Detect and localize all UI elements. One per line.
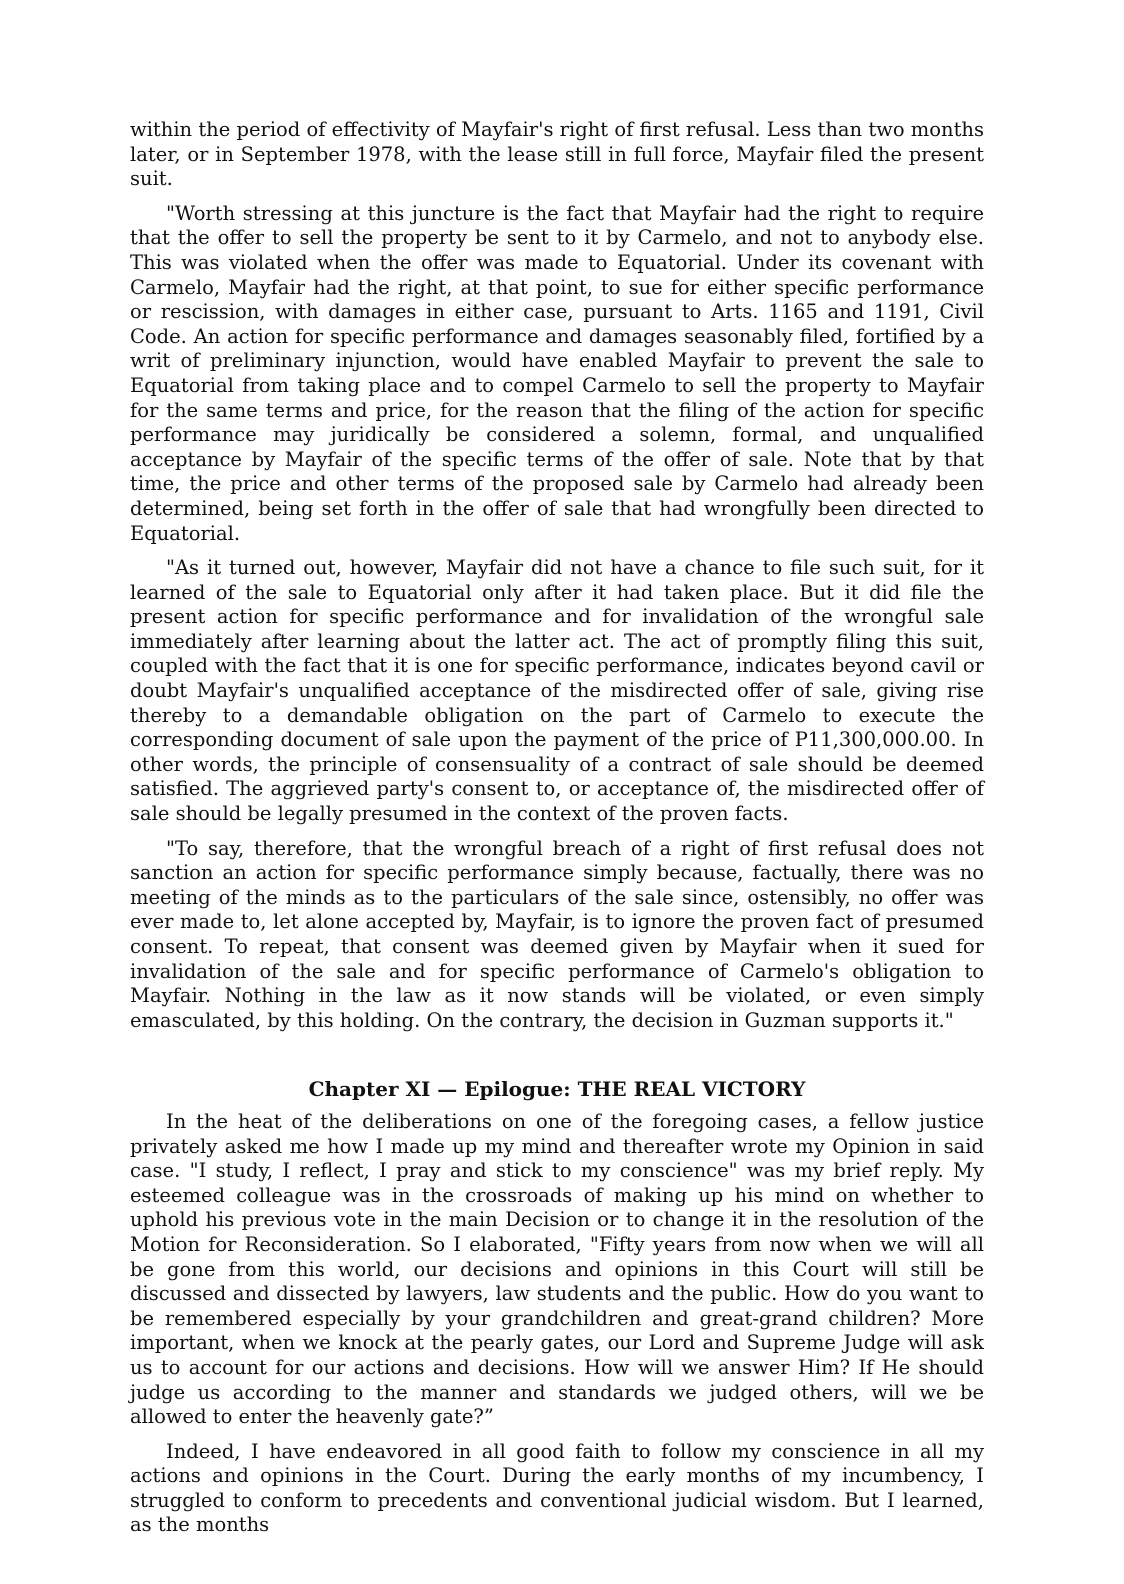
paragraph-quote-right-to-require: "Worth stressing at this juncture is the fact that Mayfair had the right to require that the offer to sell the property be sent to it by Carmelo, and not to anybody else. This was violated when the offer was made to Equatorial. Under its covenant with Carmelo, Mayfair had the right, at that point, to sue for either specific performance or rescission, with damages in either case, pursuant to Arts. 1165 and 1191, Civil Code. An action for specific performance and damages seasonably filed, fortified by a writ of preliminary injunction, would have enabled Mayfair to prevent the sale to Equatorial from taking place and to compel Carmelo to sell the property to Mayfair for the same terms and price, for the reason that the filing of the action for specific performance may juridically be considered a solemn, formal, and unqualified acceptance by Mayfair of the specific terms of the offer of sale. Note that by that time, the price and other terms of the proposed sale by Carmelo had already been determined, being set forth in the offer of sale that had wrongfully been directed to Equatorial. [130, 201, 984, 545]
document-page [130, 118, 984, 1548]
paragraph-heat-of-deliberations: In the heat of the deliberations on one of the foregoing cases, a fellow justice privately asked me how I made up my mind and thereafter wrote my Opinion in said case. "I study, I reflect, I pray and stick to my conscience" was my brief reply. My esteemed colleague was in the crossroads of making up his mind on whether to uphold his previous vote in the main Decision or to change it in the resolution of the Motion for Reconsideration. So I elaborated, "Fifty years from now when we will all be gone from this world, our decisions and opinions in this Court will still be discussed and dissected by lawyers, law students and the public. How do you want to be remembered especially by your grandchildren and great-grand children? More important, when we knock at the pearly gates, our Lord and Supreme Judge will ask us to account for our actions and decisions. How will we answer Him? If He should judge us according to the manner and standards we judged others, will we be allowed to enter the heavenly gate?” [130, 1109, 984, 1429]
paragraph-indeed-endeavored: Indeed, I have endeavored in all good faith to follow my conscience in all my actions and opinions in the Court. During the early months of my incumbency, I struggled to conform to precedents and conventional judicial wisdom. But I learned, as the months [130, 1439, 984, 1537]
chapter-heading: Chapter XI — Epilogue: THE REAL VICTORY [308, 1077, 806, 1102]
paragraph-continuation: within the period of effectivity of Mayfair's right of first refusal. Less than two months later, or in September 1978, with the lease still in full force, Mayfair filed the present suit. [130, 118, 984, 191]
paragraph-quote-to-say-therefore: "To say, therefore, that the wrongful breach of a right of first refusal does not sanction an action for specific performance simply because, factually, there was no meeting of the minds as to the particulars of the sale since, ostensibly, no offer was ever made to, let alone accepted by, Mayfair, is to ignore the proven fact of presumed consent. To repeat, that consent was deemed given by Mayfair when it sued for invalidation of the sale and for specific performance of Carmelo's obligation to Mayfair. Nothing in the law as it now stands will be violated, or even simply emasculated, by this holding. On the contrary, the decision in Guzman supports it." [130, 836, 984, 1032]
paragraph-quote-as-it-turned-out: "As it turned out, however, Mayfair did not have a chance to file such suit, for it learned of the sale to Equatorial only after it had taken place. But it did file the present action for specific performance and for invalidation of the wrongful sale immediately after learning about the latter act. The act of promptly filing this suit, coupled with the fact that it is one for specific performance, indicates beyond cavil or doubt Mayfair's unqualified acceptance of the misdirected offer of sale, giving rise thereby to a demandable obligation on the part of Carmelo to execute the corresponding document of sale upon the payment of the price of P11,300,000.00. In other words, the principle of consensuality of a contract of sale should be deemed satisfied. The aggrieved party's consent to, or acceptance of, the misdirected offer of sale should be legally presumed in the context of the proven facts. [130, 556, 984, 826]
